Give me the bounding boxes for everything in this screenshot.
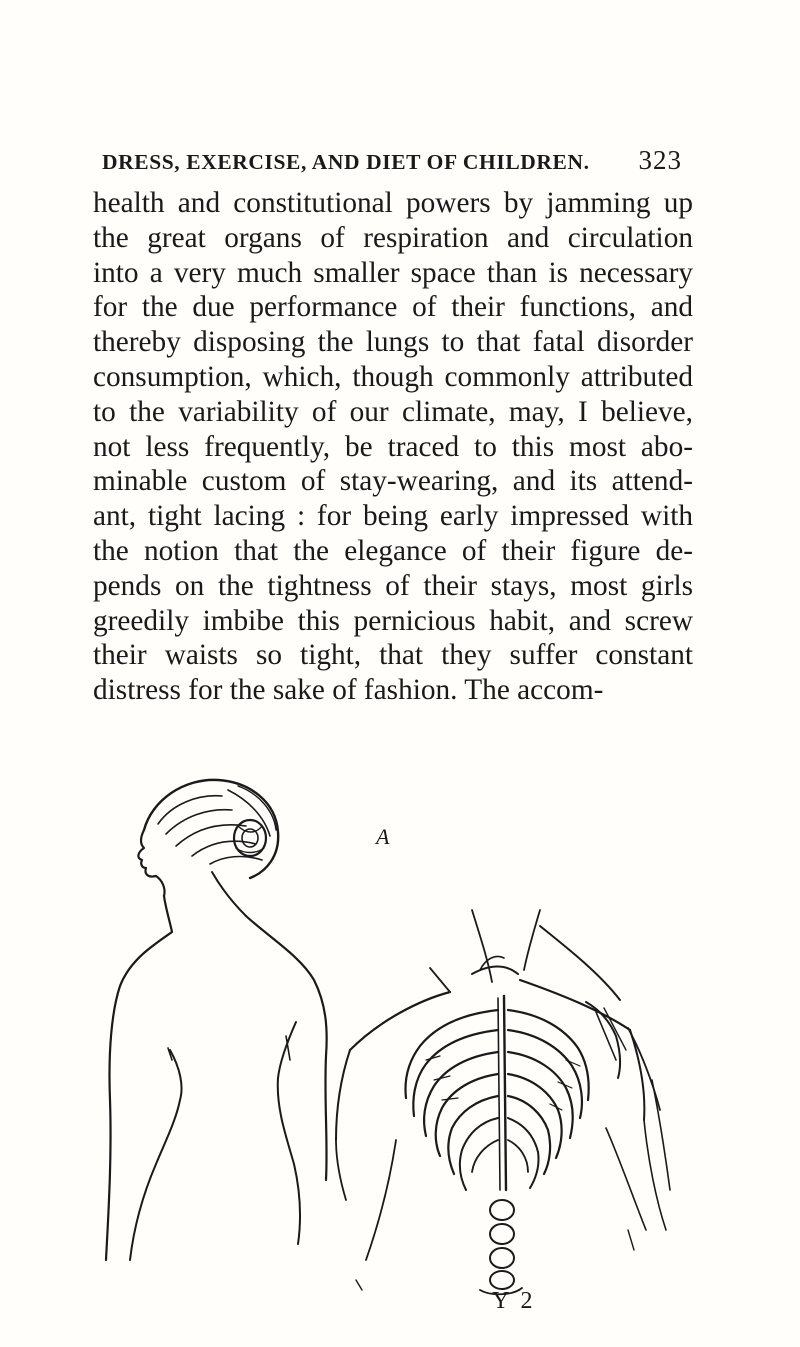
text-line: the great organs of respiration and circulation — [93, 221, 693, 254]
body-paragraph — [93, 186, 693, 708]
text-line: thereby disposing the lungs to that fatal disorder — [93, 326, 693, 359]
text-line: to the variability of our climate, may, I believe, — [93, 395, 693, 428]
text-line: the notion that the elegance of their figure de- — [93, 534, 693, 567]
text-line: health and constitutional powers by jamming up — [93, 187, 693, 219]
figure-label: A — [376, 824, 390, 849]
signature-mark: Y 2 — [492, 1288, 536, 1314]
text-line: ant, tight lacing : for being early impressed with — [93, 500, 693, 533]
page-number: 323 — [638, 145, 682, 175]
running-title: DRESS, EXERCISE, AND DIET OF CHILDREN. — [102, 150, 590, 174]
female-figure-outline-illustration — [106, 780, 327, 1260]
text-line: into a very much smaller space than is necessary — [93, 256, 693, 289]
text-line: their waists so tight, that they suffer constant — [93, 639, 693, 672]
text-line: greedily imbibe this pernicious habit, and screw — [93, 604, 693, 637]
anatomical-figure — [100, 760, 720, 1320]
text-line: pends on the tightness of their stays, most girls — [93, 569, 693, 602]
text-line: distress for the sake of fashion. The accom- — [93, 674, 604, 707]
text-line: not less frequently, be traced to this most abo- — [93, 430, 693, 463]
rib-cage-skeleton-illustration — [336, 910, 670, 1294]
text-line: consumption, which, though commonly attributed — [93, 360, 693, 393]
text-line: for the due performance of their functions, and — [93, 291, 693, 324]
text-line: minable custom of stay-wearing, and its attend- — [93, 465, 693, 498]
running-head — [102, 145, 682, 181]
